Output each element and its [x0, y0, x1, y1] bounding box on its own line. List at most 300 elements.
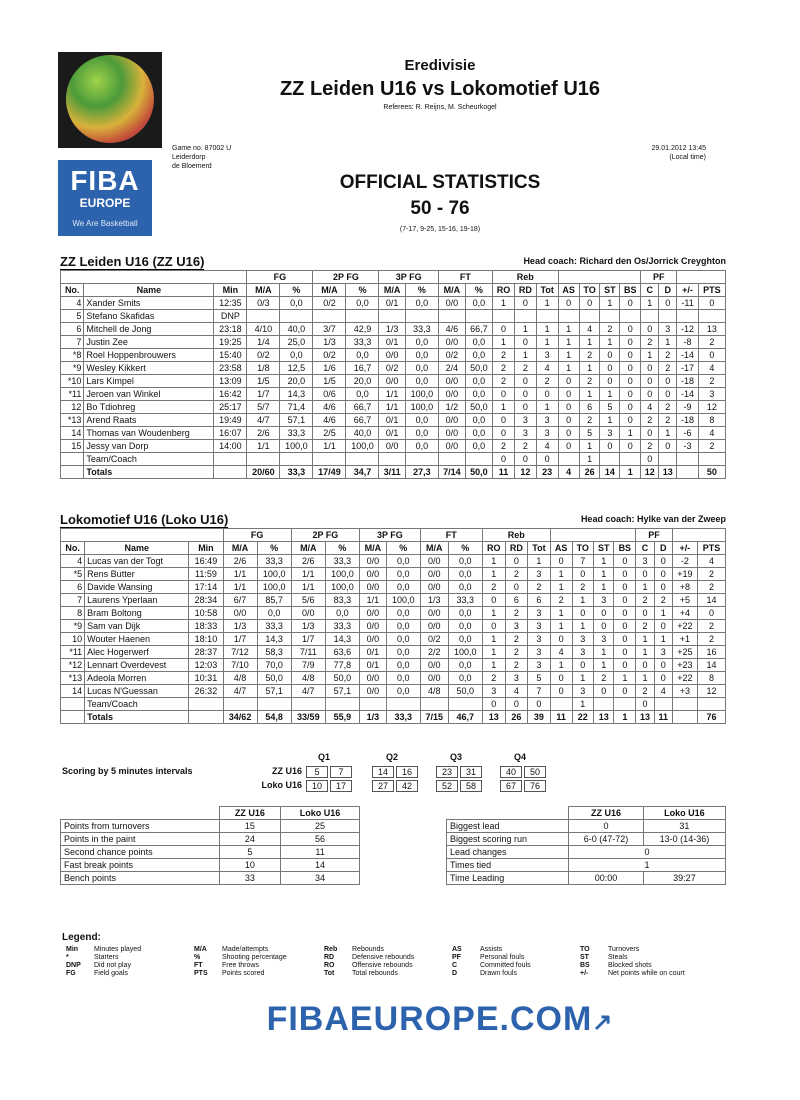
legend-abbr: M/A	[194, 946, 207, 953]
team2-player-row-cell: 50,0	[257, 672, 291, 685]
team2-teamcoach-row-cell	[61, 698, 85, 711]
team1-player-row-cell: 1/4	[247, 336, 280, 349]
team2-player-row-cell: 1	[594, 659, 614, 672]
team1-player-row-cell	[247, 310, 280, 323]
team2-player-row-cell: 1	[594, 555, 614, 568]
matchup-title: ZZ Leiden U16 vs Lokomotief U16	[279, 78, 601, 100]
team1-player-row-cell	[558, 310, 579, 323]
team1-player-row-cell: 5	[600, 401, 620, 414]
interval-q1-label: Q1	[318, 752, 331, 762]
team2-player-row-cell: 33,3	[257, 555, 291, 568]
team1-column-header: D	[659, 284, 677, 297]
team2-column-header: %	[257, 542, 291, 555]
team2-totals-row-cell: Totals	[85, 711, 189, 724]
team1-player-row-cell: -6	[677, 427, 699, 440]
legend-item	[452, 946, 531, 954]
team1-teamcoach-row-cell	[620, 453, 641, 466]
team1-teamcoach-row-cell	[280, 453, 313, 466]
team1-player-row-cell: 8	[698, 414, 725, 427]
team2-column-header: Name	[85, 542, 189, 555]
team2-player-row-cell: 7/11	[291, 646, 325, 659]
legend-item	[452, 954, 531, 962]
team1-player-row-cell: -12	[677, 323, 699, 336]
team1-player-row-cell: 0	[515, 388, 537, 401]
team1-player-row-cell: Wesley Kikkert	[84, 362, 214, 375]
team2-player-row-cell: Lucas N'Guessan	[85, 685, 189, 698]
team2-player-row-cell: 1	[594, 568, 614, 581]
lead-row	[447, 846, 726, 859]
legend-abbr: C	[452, 962, 458, 969]
team1-player-row-cell: 33,3	[346, 336, 379, 349]
team2-player-row-cell: 1/1	[223, 568, 257, 581]
team2-player-row-cell: 57,1	[325, 685, 359, 698]
team2-player-row-cell: 7/9	[291, 659, 325, 672]
team2-teamcoach-row-cell: Team/Coach	[85, 698, 189, 711]
team1-totals-row-cell: 13	[659, 466, 677, 479]
team2-player-row-cell: Bram Boltong	[85, 607, 189, 620]
team2-teamcoach-row-cell	[360, 698, 387, 711]
legend-abbr: Tot	[324, 970, 335, 977]
legend-item	[194, 946, 287, 954]
points-cell: Fast break points	[61, 859, 220, 872]
team1-player-row-cell: 1/2	[438, 401, 465, 414]
team2-column-header: %	[386, 542, 420, 555]
team1-totals-row-cell: 12	[641, 466, 659, 479]
team1-player-row-cell: 1/1	[313, 440, 346, 453]
team2-player-row-cell: 7/12	[223, 646, 257, 659]
team2-player-row-cell: 14	[697, 659, 725, 672]
team1-player-row-cell: 2	[659, 362, 677, 375]
team2-totals-row-cell: 13	[636, 711, 655, 724]
team2-player-row-cell: 0,0	[386, 685, 420, 698]
team2-column-header-row	[61, 542, 726, 555]
team1-player-row-cell: Jeroen van Winkel	[84, 388, 214, 401]
team2-column-header: AS	[550, 542, 572, 555]
team2-player-row-cell: 0	[572, 659, 594, 672]
team1-player-row-cell: 0/1	[379, 336, 405, 349]
team1-player-row-cell: 12	[61, 401, 84, 414]
legend-abbr: FT	[194, 962, 203, 969]
team2-player-row-cell: 1	[482, 659, 505, 672]
team2-player-row-cell: 3	[572, 646, 594, 659]
team2-player-row-cell: 0	[505, 555, 527, 568]
team2-player-row-cell: 100,0	[257, 568, 291, 581]
team1-player-row-cell: 66,7	[346, 414, 379, 427]
team2-player-row-cell: 0	[550, 672, 572, 685]
team1-player-row-cell: 0,0	[405, 414, 438, 427]
team1-stats-table	[60, 270, 726, 479]
team2-player-row-cell: 0	[654, 568, 672, 581]
team2-player-row-cell: 1	[572, 620, 594, 633]
team1-player-row-cell: 3	[600, 427, 620, 440]
team2-player-row-cell: 0,0	[386, 646, 420, 659]
date-info	[652, 144, 707, 162]
team1-player-row-cell	[641, 310, 659, 323]
team2-column-header: TO	[572, 542, 594, 555]
team2-player-row-cell: +8	[672, 581, 697, 594]
team1-group-header-row	[61, 271, 726, 284]
team2-player-row	[61, 581, 726, 594]
team2-player-row-cell: Sam van Dijk	[85, 620, 189, 633]
team1-player-row-cell: 0,0	[405, 440, 438, 453]
team2-player-row-cell: 0	[614, 594, 636, 607]
team1-player-row-cell	[346, 310, 379, 323]
team2-player-row-cell: 1	[636, 646, 655, 659]
team1-player-row-cell: 2	[515, 440, 537, 453]
team1-player-row-cell: 4	[536, 362, 558, 375]
team1-player-row-cell: 1/5	[247, 375, 280, 388]
team2-player-row-cell: 33,3	[448, 594, 482, 607]
team2-player-row-cell: 85,7	[257, 594, 291, 607]
team2-player-row-cell: 0	[482, 594, 505, 607]
team1-teamcoach-row-cell: Team/Coach	[84, 453, 214, 466]
footer-logo	[0, 1000, 800, 1039]
team2-player-row-cell: 2	[505, 646, 527, 659]
team2-player-row-cell: 0/0	[420, 568, 448, 581]
team1-player-row-cell: 2	[536, 375, 558, 388]
team2-group-header: PF	[636, 529, 673, 542]
referees: Referees: R. Reijns, M. Scheurkogel	[383, 104, 497, 111]
team2-player-row-cell: 0	[550, 555, 572, 568]
team2-group-header: Reb	[482, 529, 550, 542]
interval-score-box: 5	[306, 766, 328, 778]
team1-column-header: M/A	[438, 284, 465, 297]
location-venue: de Bloemerd	[172, 163, 212, 170]
team2-player-row-cell: 1	[550, 607, 572, 620]
lead-cell: 6-0 (47-72)	[569, 833, 644, 846]
team2-totals-row-cell: 22	[572, 711, 594, 724]
team1-player-row-cell: 4/6	[438, 323, 465, 336]
team1-player-row-cell: 1/3	[379, 323, 405, 336]
team2-group-header	[61, 529, 224, 542]
team1-player-row-cell: 1/3	[313, 336, 346, 349]
team2-group-header: 2P FG	[291, 529, 359, 542]
team2-player-row-cell: 0	[636, 607, 655, 620]
team1-player-row-cell: 0	[659, 388, 677, 401]
lead-cell: Time Leading	[447, 872, 569, 885]
legend-column-4	[452, 946, 531, 978]
team1-teamcoach-row-cell	[438, 453, 465, 466]
interval-q3-label: Q3	[450, 752, 463, 762]
team1-player-row-cell: 33,3	[280, 427, 313, 440]
team1-player-row	[61, 414, 726, 427]
team2-player-row-cell: 50,0	[448, 685, 482, 698]
team2-player-row-cell: 0	[614, 633, 636, 646]
team2-player-row-cell: 14,3	[257, 633, 291, 646]
team2-column-header: Min	[189, 542, 223, 555]
team2-teamcoach-row-cell	[672, 698, 697, 711]
points-cell: 11	[281, 846, 360, 859]
game-date: 29.01.2012 13:45	[651, 145, 706, 152]
team2-player-row-cell: 0/0	[420, 659, 448, 672]
legend-column-2	[194, 946, 287, 978]
team1-totals-row	[61, 466, 726, 479]
team2-player-row-cell: Adeola Morren	[85, 672, 189, 685]
team1-player-row-cell: 0	[558, 388, 579, 401]
footer-text: FIBAEUROPE.COM	[266, 1000, 593, 1038]
team1-player-row-cell	[492, 310, 514, 323]
team1-player-row-cell: 0,0	[465, 440, 492, 453]
team1-column-header: AS	[558, 284, 579, 297]
legend-item	[580, 946, 685, 954]
team1-player-row-cell	[465, 310, 492, 323]
interval-score-box: 31	[460, 766, 482, 778]
team2-column-header: %	[325, 542, 359, 555]
legend-item	[194, 970, 287, 978]
team1-title: ZZ Leiden U16 (ZZ U16)	[60, 254, 205, 269]
team1-player-row-cell: 0	[620, 401, 641, 414]
team2-column-header: M/A	[420, 542, 448, 555]
team2-title: Lokomotief U16 (Loko U16)	[60, 512, 229, 527]
team1-player-row-cell: 1/1	[247, 440, 280, 453]
team2-player-row-cell: 0,0	[386, 607, 420, 620]
league-name: Eredivisie	[404, 57, 476, 74]
team1-player-row-cell: 2	[641, 336, 659, 349]
team2-player-row-cell: +22	[672, 672, 697, 685]
legend-abbr: RO	[324, 962, 335, 969]
team2-player-row-cell: 0	[614, 685, 636, 698]
team1-group-header: 2P FG	[313, 271, 379, 284]
team1-player-row-cell: 0	[492, 427, 514, 440]
team2-group-header: FG	[223, 529, 291, 542]
team2-player-row-cell: Alec Hogerwerf	[85, 646, 189, 659]
team2-teamcoach-row-cell: 0	[528, 698, 551, 711]
team2-player-row-cell: *12	[61, 659, 85, 672]
team1-player-row-cell: 66,7	[465, 323, 492, 336]
team2-player-row-cell: 1	[482, 555, 505, 568]
team2-column-header: C	[636, 542, 655, 555]
team2-player-row-cell: 0/1	[360, 659, 387, 672]
team2-column-header: PTS	[697, 542, 725, 555]
team2-player-row-cell: 3	[528, 607, 551, 620]
legend-desc: Starters	[94, 954, 119, 961]
team2-player-row	[61, 620, 726, 633]
team2-totals-row-cell: 13	[594, 711, 614, 724]
points-table	[60, 806, 360, 885]
team2-player-row-cell: Laurens Yperlaan	[85, 594, 189, 607]
team1-group-header	[558, 271, 641, 284]
team1-player-row-cell: 0	[620, 349, 641, 362]
team1-player-row-cell: *9	[61, 362, 84, 375]
team2-player-row-cell: 4	[697, 555, 725, 568]
team1-player-row-cell: 1	[600, 388, 620, 401]
team1-player-row-cell: 14	[61, 427, 84, 440]
team1-player-row-cell: 2/5	[313, 427, 346, 440]
team2-player-row-cell: 3	[654, 646, 672, 659]
team2-player-row-cell: 28:34	[189, 594, 223, 607]
team1-player-row-cell: 0	[641, 375, 659, 388]
team1-player-row-cell: 0/0	[438, 427, 465, 440]
team1-player-row-cell: 1	[492, 336, 514, 349]
points-cell: 33	[219, 872, 280, 885]
legend-abbr: DNP	[66, 962, 81, 969]
team2-player-row-cell: *11	[61, 646, 85, 659]
team2-player-row-cell: 3	[594, 594, 614, 607]
team2-player-row-cell: 0,0	[386, 581, 420, 594]
team2-player-row-cell: 6	[528, 594, 551, 607]
legend-desc: Net points while on court	[608, 970, 685, 977]
team2-player-row-cell: +23	[672, 659, 697, 672]
team1-player-row-cell: 0/2	[313, 349, 346, 362]
team1-group-header	[677, 271, 726, 284]
team1-player-row-cell: 1	[492, 401, 514, 414]
legend-abbr: +/-	[580, 970, 589, 977]
team1-teamcoach-row-cell	[600, 453, 620, 466]
team2-player-row-cell: 1	[594, 646, 614, 659]
legend-abbr: BS	[580, 962, 590, 969]
team1-player-row-cell: 0/0	[438, 297, 465, 310]
team2-player-row-cell: 2	[697, 633, 725, 646]
team1-player-row-cell: 0	[620, 440, 641, 453]
team1-player-row-cell: 1	[492, 297, 514, 310]
legend-item	[66, 962, 141, 970]
team2-player-row-cell: 0	[614, 607, 636, 620]
team2-player-row-cell: 3	[528, 620, 551, 633]
game-number: Game no. 87002 U	[172, 145, 232, 152]
team1-column-header: Name	[84, 284, 214, 297]
legend-abbr: FG	[66, 970, 76, 977]
team2-player-row-cell: 3	[482, 685, 505, 698]
team2-player-row-cell: 7	[528, 685, 551, 698]
team2-player-row-cell: 10:31	[189, 672, 223, 685]
team2-player-row-cell: 0	[614, 646, 636, 659]
team1-player-row-cell: 0/0	[379, 349, 405, 362]
team2-player-row-cell: 6/7	[223, 594, 257, 607]
team2-player-row-cell: 1/1	[223, 581, 257, 594]
team1-player-row-cell: -17	[677, 362, 699, 375]
team2-column-header: RO	[482, 542, 505, 555]
team1-player-row-cell: Xander Smits	[84, 297, 214, 310]
team2-column-header: +/-	[672, 542, 697, 555]
lead-row	[447, 859, 726, 872]
team1-player-row-cell: 7	[61, 336, 84, 349]
team1-teamcoach-row-cell: 1	[579, 453, 600, 466]
team1-player-row-cell: 2	[492, 362, 514, 375]
lead-cell: 39:27	[643, 872, 725, 885]
team2-player-row-cell: 0	[636, 568, 655, 581]
legend-column-1	[66, 946, 141, 978]
team2-player-row-cell: 70,0	[257, 659, 291, 672]
team1-player-row-cell: 1	[536, 401, 558, 414]
team2-player-row-cell: 2	[505, 568, 527, 581]
team2-player-row-cell: 0	[572, 568, 594, 581]
team1-player-row-cell: 20,0	[280, 375, 313, 388]
team1-player-row-cell: 0,0	[280, 349, 313, 362]
team1-player-row-cell: 2	[698, 440, 725, 453]
team2-player-row-cell: -2	[672, 555, 697, 568]
team1-column-header: BS	[620, 284, 641, 297]
team2-player-row-cell: 2	[505, 633, 527, 646]
team2-player-row-cell: 1	[550, 620, 572, 633]
team1-player-row-cell: 1/5	[313, 375, 346, 388]
team1-player-row-cell	[600, 310, 620, 323]
team2-column-header: M/A	[360, 542, 387, 555]
team2-player-row-cell: 0/1	[360, 646, 387, 659]
team1-player-row-cell: 3	[698, 388, 725, 401]
team2-player-row-cell: 1	[482, 633, 505, 646]
legend-desc: Rebounds	[352, 946, 384, 953]
team1-player-row-cell: 1	[579, 388, 600, 401]
team1-player-row-cell: 0	[558, 401, 579, 414]
team2-player-row-cell: 6	[61, 581, 85, 594]
team1-player-row	[61, 375, 726, 388]
team1-player-row-cell: 2	[698, 336, 725, 349]
team1-teamcoach-row-cell	[405, 453, 438, 466]
team1-teamcoach-row-cell: 0	[641, 453, 659, 466]
team1-totals-row-cell: 33,3	[280, 466, 313, 479]
team1-player-row-cell: 0	[600, 440, 620, 453]
team1-teamcoach-row-cell	[346, 453, 379, 466]
legend-desc: Field goals	[94, 970, 128, 977]
team2-player-row-cell: 1	[528, 555, 551, 568]
team2-player-row-cell: 2	[636, 685, 655, 698]
team1-player-row-cell: 19:25	[214, 336, 247, 349]
team2-totals-row-cell: 1/3	[360, 711, 387, 724]
team1-player-row-cell: 33,3	[405, 323, 438, 336]
team1-player-row-cell	[620, 310, 641, 323]
team1-player-row	[61, 310, 726, 323]
team2-column-header: M/A	[291, 542, 325, 555]
team2-player-row-cell: 0,0	[386, 568, 420, 581]
team2-player-row-cell: 0,0	[448, 633, 482, 646]
team1-player-row-cell: 1/1	[379, 401, 405, 414]
team1-player-row-cell: 2	[492, 375, 514, 388]
team1-totals-row-cell: 34,7	[346, 466, 379, 479]
team1-player-row-cell: 100,0	[280, 440, 313, 453]
team2-coach: Head coach: Hylke van der Zweep	[580, 514, 726, 524]
team1-player-row-cell: 100,0	[405, 401, 438, 414]
team1-player-row-cell: 0	[558, 427, 579, 440]
team1-player-row-cell: 2	[492, 440, 514, 453]
team1-player-row-cell: 0	[698, 349, 725, 362]
team1-column-header: %	[465, 284, 492, 297]
team2-player-row	[61, 685, 726, 698]
team2-player-row-cell: 0,0	[386, 659, 420, 672]
team2-player-row-cell: 0,0	[386, 620, 420, 633]
team1-player-row-cell: -18	[677, 375, 699, 388]
interval-q2-label: Q2	[386, 752, 399, 762]
team2-player-row-cell: 2	[528, 581, 551, 594]
team2-teamcoach-row-cell: 0	[636, 698, 655, 711]
lead-cell: 00:00	[569, 872, 644, 885]
team1-player-row-cell: 2	[698, 375, 725, 388]
team2-player-row-cell: 4	[550, 646, 572, 659]
team1-player-row-cell: Roel Hoppenbrouwers	[84, 349, 214, 362]
team2-player-row-cell: 1/1	[360, 594, 387, 607]
team1-player-row-cell: 1	[579, 440, 600, 453]
team1-player-row-cell: 2/6	[247, 427, 280, 440]
team2-player-row-cell: 0,0	[448, 659, 482, 672]
location-city: Leiderdorp	[172, 154, 206, 161]
team1-totals-row-cell: 14	[600, 466, 620, 479]
team1-player-row-cell: 15:40	[214, 349, 247, 362]
team2-player-row-cell: 63,6	[325, 646, 359, 659]
team1-player-row-cell: 20,0	[346, 375, 379, 388]
team1-player-row-cell: 1	[515, 349, 537, 362]
team2-totals-row-cell: 76	[697, 711, 725, 724]
team1-player-row-cell: 15	[61, 440, 84, 453]
points-cell: Bench points	[61, 872, 220, 885]
team2-totals-row-cell: 26	[505, 711, 527, 724]
team2-player-row-cell: 2	[572, 581, 594, 594]
team1-player-row-cell: 2	[579, 414, 600, 427]
team1-player-row-cell: 0,0	[405, 427, 438, 440]
team1-player-row-cell: Arend Raats	[84, 414, 214, 427]
legend-item	[66, 946, 141, 954]
team2-teamcoach-row-cell	[223, 698, 257, 711]
team1-player-row-cell: 0	[620, 297, 641, 310]
team1-teamcoach-row-cell	[677, 453, 699, 466]
